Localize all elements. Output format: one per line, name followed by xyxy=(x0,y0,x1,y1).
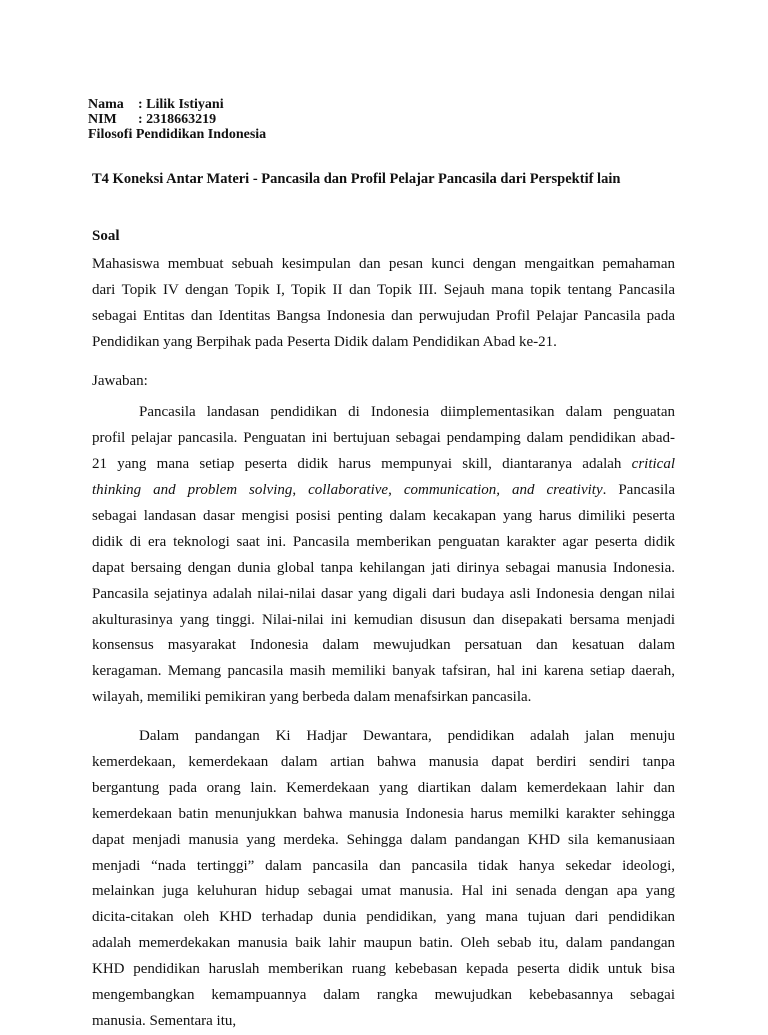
text-line: melainkan juga keluhuran hidup sebagai umat manusia. Hal ini senada dengan apa yang xyxy=(92,883,675,900)
text-line xyxy=(92,452,675,478)
text-line: sebagai Entitas dan Identitas Bangsa Indonesia dan perwujudan Profil Pelajar Pancasila pada xyxy=(92,307,675,324)
nim-line xyxy=(88,112,266,127)
text-line: mengembangkan kemampuannya dalam rangka mewujudkan kebebasannya sebagai xyxy=(92,987,675,1004)
text-line: Dalam pandangan Ki Hadjar Dewantara, pendidikan adalah jalan menuju xyxy=(139,728,675,745)
text-line: bergantung pada orang lain. Kemerdekaan yang diartikan dalam kemerdekaan lahir dan xyxy=(92,779,675,796)
text-line xyxy=(92,478,675,504)
italic-text: collaborative xyxy=(308,482,389,499)
text-line: adalah memerdekakan manusia baik lahir maupun batin. Oleh sebab itu, dalam pandangan xyxy=(92,935,675,952)
text-line: konsensus masyarakat Indonesia dalam mewujudkan persatuan dan kesatuan dalam xyxy=(92,637,675,654)
text-line: kemerdekaan batin menunjukkan bahwa manusia Indonesia harus memilki karakter sehingga xyxy=(92,805,675,822)
nim-label: NIM xyxy=(88,112,117,127)
text-line: akulturasinya yang tinggi. Nilai-nilai ini kemudian disusun dan disepakati bersama menjadi xyxy=(92,611,675,628)
text-line: manusia. Sementara itu, xyxy=(92,1012,237,1029)
text-line: Mahasiswa membuat sebuah kesimpulan dan pesan kunci dengan mengaitkan pemahaman xyxy=(92,256,675,272)
text-line: profil pelajar pancasila. Penguatan ini bertujuan sebagai pendamping dalam pendidikan abad- xyxy=(92,430,675,447)
text-line: sebagai landasan dasar mengisi posisi penting dalam kecakapan yang harus dimiliki peserta xyxy=(92,508,675,525)
text-line: keragaman. Memang pancasila masih memiliki banyak tafsiran, hal ini karena setiap daerah, xyxy=(92,663,675,680)
course-name: Filosofi Pendidikan Indonesia xyxy=(88,127,267,142)
italic-text: critical xyxy=(631,456,675,473)
name-value: : Lilik Istiyani xyxy=(138,97,224,112)
text-line: wilayah, memiliki pemikiran yang berbeda dalam menafsirkan pancasila. xyxy=(92,689,532,706)
italic-text: communication, and creativity xyxy=(403,482,603,499)
soal-heading: Soal xyxy=(92,228,120,244)
text-span: , xyxy=(388,482,404,499)
document-body xyxy=(92,226,675,1035)
nim-value: : 2318663219 xyxy=(138,112,217,127)
name-label: Nama xyxy=(88,97,124,112)
name-line xyxy=(88,97,266,112)
answer-paragraph-2 xyxy=(92,724,675,1035)
answer-paragraph-1 xyxy=(92,400,675,711)
text-line: didik di era teknologi saat ini. Pancasila memberikan penguatan karakter agar peserta didik xyxy=(92,533,675,550)
text-line: KHD pendidikan haruslah memberikan ruang kebebasan kepada peserta didik untuk bisa xyxy=(92,961,675,978)
text-line: dapat menjadi manusia yang merdeka. Sehingga dalam pandangan KHD sila kemanusiaan xyxy=(92,831,675,848)
text-line: Pendidikan yang Berpihak pada Peserta Didik dalam Pendidikan Abad ke-21. xyxy=(92,333,557,350)
italic-text: thinking and problem solving xyxy=(92,482,293,499)
text-line: kemerdekaan, kemerdekaan dalam artian bahwa manusia dapat berdiri sendiri tanpa xyxy=(92,754,675,771)
text-line: dapat bersaing dengan dunia global tanpa kehilangan jati dirinya sebagai manusia Indonesia. xyxy=(92,559,675,576)
text-span: 21 yang mana setiap peserta didik harus mempunyai skill, diantaranya adalah xyxy=(92,456,632,473)
text-span: . Pancasila xyxy=(602,482,675,499)
text-line: dari Topik IV dengan Topik I, Topik II dan Topik III. Sejauh mana topik tentang Pancasila xyxy=(92,281,675,298)
text-line: Pancasila landasan pendidikan di Indonesia diimplementasikan dalam penguatan xyxy=(139,404,675,421)
text-line: dicita-citakan oleh KHD terhadap dunia pendidikan, yang mana tujuan dari pendidikan xyxy=(92,909,675,926)
soal-paragraph xyxy=(92,252,675,356)
document-header xyxy=(88,97,266,142)
jawaban-label: Jawaban: xyxy=(92,372,148,389)
text-span: , xyxy=(292,482,309,499)
text-line: Pancasila sejatinya adalah nilai-nilai dasar yang digali dari budaya asli Indonesia dengan nilai xyxy=(92,585,675,602)
document-title: T4 Koneksi Antar Materi - Pancasila dan Profil Pelajar Pancasila dari Perspektif lain xyxy=(92,171,621,187)
text-line: menjadi “nada tertinggi” dalam pancasila dan pancasila tidak hanya sekedar ideologi, xyxy=(92,857,675,874)
